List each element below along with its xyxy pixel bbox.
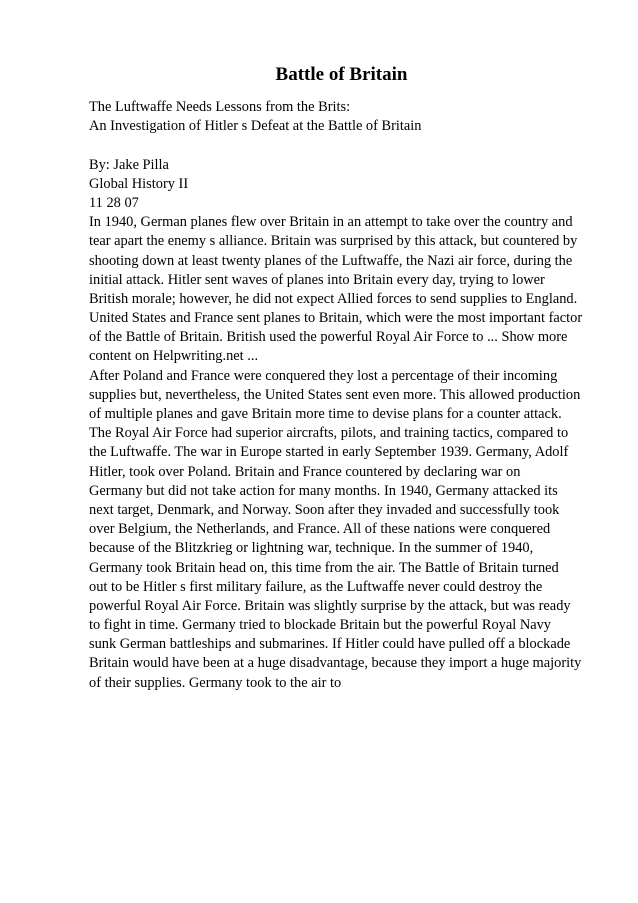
paragraph-line: of the Battle of Britain. British used the powerful Royal Air Force to ... Show more [89,329,568,346]
paragraph-line: tear apart the enemy s alliance. Britain was surprised by this attack, but countered by [89,233,578,250]
paragraph-line: initial attack. Hitler sent waves of planes into Britain every day, trying to lower [89,271,545,288]
paragraph-line: shooting down at least twenty planes of the Luftwaffe, the Nazi air force, during the [89,252,573,269]
paragraph-line: Germany took Britain head on, this time from the air. The Battle of Britain turned [89,559,559,576]
course-line: Global History II [89,175,189,192]
author-line: By: Jake Pilla [89,156,169,173]
paragraph-line: After Poland and France were conquered they lost a percentage of their incoming [89,367,558,384]
subtitle-line-1: The Luftwaffe Needs Lessons from the Brits: [89,99,351,115]
paragraph-line: content on Helpwriting.net ... [89,348,259,365]
paragraph-line: next target, Denmark, and Norway. Soon after they invaded and successfully took [89,501,560,518]
paragraph-1 [89,213,599,367]
paragraph-line: Hitler, took over Poland. Britain and France countered by declaring war on [89,463,521,480]
paragraph-line: supplies but, nevertheless, the United States sent even more. This allowed production [89,386,581,403]
document-body [89,98,599,693]
paragraph-line: to fight in time. Germany tried to blockade Britain but the powerful Royal Navy [89,617,551,634]
paragraph-line: because of the Blitzkrieg or lightning war, technique. In the summer of 1940, [89,540,534,557]
blank-spacer [89,136,599,155]
paragraph-line: of their supplies. Germany took to the air to [89,674,342,691]
paragraph-2 [89,367,599,693]
paragraph-line: United States and France sent planes to Britain, which were the most important factor [89,310,583,327]
subtitle-line-2: An Investigation of Hitler s Defeat at the Battle of Britain [89,118,422,135]
paragraph-line: In 1940, German planes flew over Britain in an attempt to take over the country and [89,214,573,231]
paragraph-line: powerful Royal Air Force. Britain was slightly surprise by the attack, but was ready [89,597,571,614]
paragraph-line: over Belgium, the Netherlands, and France. All of these nations were conquered [89,521,551,538]
paragraph-line: the Luftwaffe. The war in Europe started in early September 1939. Germany, Adolf [89,444,569,461]
paragraph-line: The Royal Air Force had superior aircrafts, pilots, and training tactics, compared to [89,425,569,442]
paragraph-line: Britain would have been at a huge disadvantage, because they import a huge majority [89,655,582,672]
document-title: Battle of Britain [275,64,408,85]
paragraph-line: out to be Hitler s first military failure, as the Luftwaffe never could destroy the [89,578,543,595]
date-line: 11 28 07 [89,194,139,211]
paragraph-line: British morale; however, he did not expect Allied forces to send supplies to England. [89,290,578,307]
paragraph-line: of multiple planes and gave Britain more time to devise plans for a counter attack. [89,406,562,422]
paragraph-line: Germany but did not take action for many months. In 1940, Germany attacked its [89,482,558,499]
paragraph-line: sunk German battleships and submarines. If Hitler could have pulled off a blockade [89,636,571,653]
